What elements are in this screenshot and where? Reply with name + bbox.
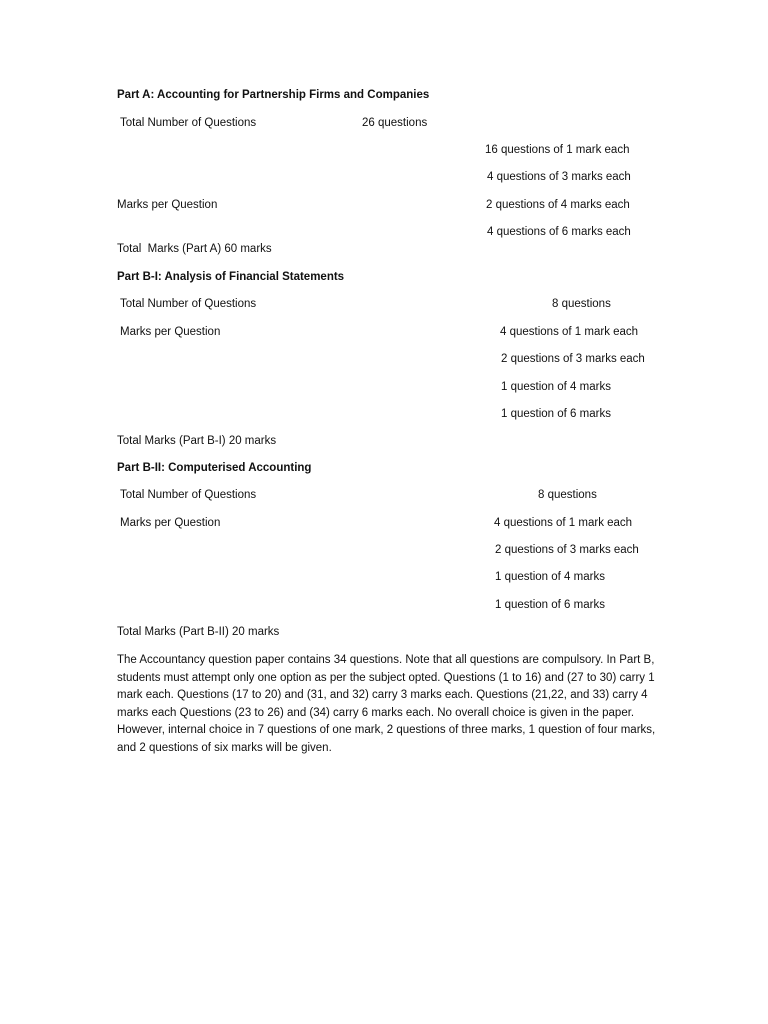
part-a-total-label: Total Number of Questions [120,117,257,129]
part-a-marks-line: 2 questions of 4 marks each [486,199,630,211]
part-b1-marks-line: 1 question of 4 marks [501,381,611,393]
part-b2-total-marks: Total Marks (Part B-II) 20 marks [117,626,280,638]
part-a-total-marks: Total Marks (Part A) 60 marks [117,243,272,255]
part-b1-total-label: Total Number of Questions [120,298,257,310]
part-b1-heading: Part B-I: Analysis of Financial Statements [117,271,345,283]
part-b1-total-marks: Total Marks (Part B-I) 20 marks [117,435,277,447]
part-b2-marks-line: 4 questions of 1 mark each [494,517,633,529]
part-a-marks-line: 4 questions of 3 marks each [487,171,631,183]
part-b2-marks-line: 1 question of 4 marks [495,571,605,583]
part-b2-marks-line: 2 questions of 3 marks each [495,544,639,556]
part-b2-marks-label: Marks per Question [120,517,221,529]
part-b2-total-label: Total Number of Questions [120,489,257,501]
part-b1-marks-line: 4 questions of 1 mark each [500,326,639,338]
part-b1-marks-line: 1 question of 6 marks [501,408,611,420]
summary-paragraph: The Accountancy question paper contains 34 questions. Note that all questions are compulsory. In Part B, students must attempt only one option as per the subject opted. Questions (1 to 16) and (27 to 30) carry 1 mark each. Questions (17 to 20) and (31, and 32) carry 3 marks each. Questions (21,22, and 33) carry 4 marks each Questions (23 to 26) and (34) carry 6 marks each. No overall choice is given in the paper. However, internal choice in 7 questions of one mark, 2 questions of three marks, 1 question of four marks, and 2 questions of six marks will be given. [117,654,656,754]
part-a-heading: Part A: Accounting for Partnership Firms and Companies [117,89,430,101]
part-b1-marks-label: Marks per Question [120,326,221,338]
part-a-marks-label: Marks per Question [117,199,218,211]
part-b1-marks-line: 2 questions of 3 marks each [501,353,645,365]
part-b2-marks-line: 1 question of 6 marks [495,599,605,611]
part-b2-heading: Part B-II: Computerised Accounting [117,462,312,474]
part-a-marks-line: 4 questions of 6 marks each [487,226,631,238]
part-b1-total-value: 8 questions [552,298,611,310]
part-b2-total-value: 8 questions [538,489,597,501]
part-a-total-value: 26 questions [362,117,428,129]
part-a-marks-line: 16 questions of 1 mark each [485,144,630,156]
